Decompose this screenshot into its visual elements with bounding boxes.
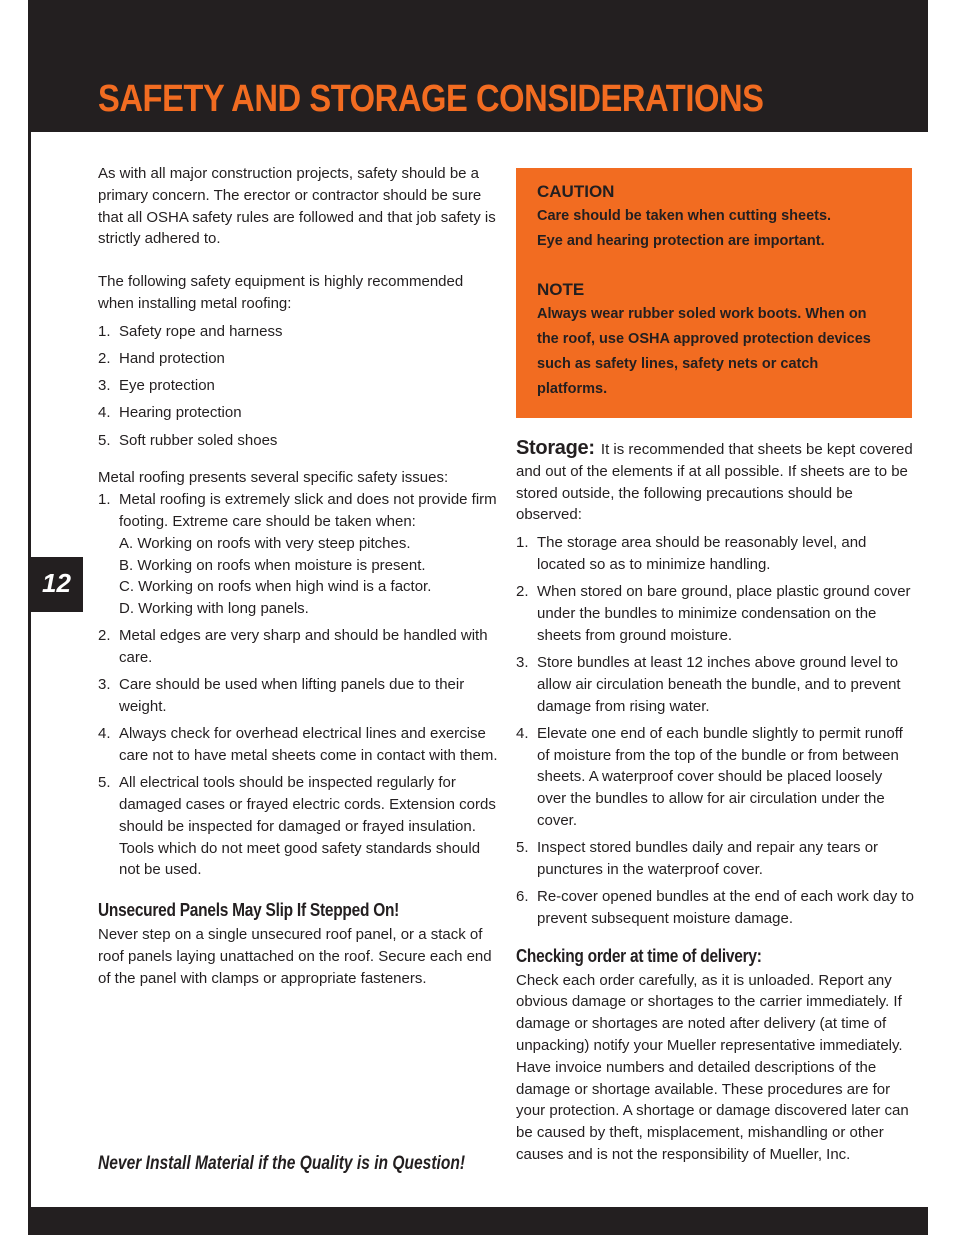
list-text: Care should be used when lifting panels due to their weight. [119,676,465,716]
equipment-intro: The following safety equipment is highly recommended when installing metal roofing: [98,273,464,312]
list-text: Store bundles at least 12 inches above ground level to allow air circulation beneath the bundle, and to prevent damage from rising water. [537,653,901,715]
page-number: 12 [42,568,71,598]
list-item [98,430,498,452]
checking-paragraph: Check each order carefully, as it is unloaded. Report any obvious damage or shortages to the carrier immediately. If damage or shortages are noted after delivery (at time of unpacking) notify your Mueller representative immediately. Have invoice numbers and detailed descriptions of the damage or shortage available. These procedures are for your protection. A shortage or damage discovered later can be caused by theft, misplacement, mishandling or other causes and is not the responsibility of Mueller, Inc. [516,971,909,1164]
list-number: 4. [98,725,111,743]
list-item [516,652,914,717]
caution-line: Care should be taken when cutting sheets. [537,208,832,224]
list-text: The storage area should be reasonably level, and located so as to minimize handling. [537,534,867,573]
list-item [98,402,498,424]
list-item [98,348,498,370]
sub-list-item: B. Working on roofs when moisture is present. [119,556,426,574]
list-number: 5. [98,774,111,792]
list-number: 3. [98,676,111,694]
list-text: Hand protection [119,349,225,367]
sub-list-item: D. Working with long panels. [119,600,309,618]
unsecured-paragraph: Never step on a single unsecured roof panel, or a stack of roof panels laying unattached on the roof. Secure each end of the panel with clamps or appropriate fasteners. [98,926,492,987]
storage-paragraph [516,438,914,526]
list-item [516,581,914,646]
list-item [516,837,914,881]
list-number: 1. [98,491,111,509]
list-number: 1. [516,534,529,552]
unsecured-heading: Unsecured Panels May Slip If Stepped On! [98,900,400,921]
left-column [98,163,498,990]
storage-list [516,532,914,930]
checking-heading: Checking order at time of delivery: [516,945,762,966]
list-text: Elevate one end of each bundle slightly to permit runoff of moisture from the top of the bundle or from between sheets. A waterproof cover should be placed loosely over the bundles to allow for air circulation under the cover. [537,724,903,829]
sub-list-item: C. Working on roofs when high wind is a factor. [119,578,432,596]
storage-intro: It is recommended that sheets be kept covered and out of the elements if at all possible. If sheets are to be stored outside, the following precautions should be observed: [516,441,913,524]
list-number: 2. [516,583,529,601]
caution-title: CAUTION [537,182,615,201]
issues-list [98,489,498,620]
note-title: NOTE [537,280,585,299]
list-item [98,772,498,881]
list-text: Metal roofing is extremely slick and does not provide firm footing. Extreme care should be taken when: [119,491,497,530]
list-text: Always check for overhead electrical lines and exercise care not to have metal sheets come in contact with them. [119,725,498,765]
list-item [516,886,914,930]
list-number: 5. [98,431,111,449]
sub-list [119,533,498,620]
intro-paragraph: As with all major construction projects, safety should be a primary concern. The erector or contractor should be sure that all OSHA safety rules are followed and that job safety is strictly adhered to. [98,165,496,248]
list-number: 2. [98,349,111,367]
list-text: Inspect stored bundles daily and repair any tears or punctures in the waterproof cover. [537,839,879,878]
list-text: When stored on bare ground, place plastic ground cover under the bundles to minimize condensation on the sheets from ground moisture. [537,583,911,644]
issues-list-continued [98,625,498,881]
right-column [516,168,914,1166]
list-item [98,489,498,620]
list-item [98,375,498,397]
list-item [98,321,498,343]
tagline: Never Install Material if the Quality is in Question! [98,1153,466,1174]
left-margin-rule [28,132,31,1207]
list-item [98,625,498,669]
list-number: 5. [516,839,529,857]
list-number: 4. [516,724,529,742]
equipment-list [98,321,498,452]
list-text: Eye protection [119,377,215,395]
footer-band [28,1207,928,1235]
list-item [516,532,914,576]
sub-list-item: A. Working on roofs with very steep pitches. [119,534,411,552]
list-number: 4. [98,404,111,422]
note-text: Always wear rubber soled work boots. When on the roof, use OSHA approved protection devices such as safety lines, safety nets or catch platforms. [537,306,871,397]
list-text: Hearing protection [119,404,242,422]
list-item [98,723,498,767]
storage-heading: Storage: [516,437,595,459]
list-number: 6. [516,888,529,906]
list-item [516,723,914,832]
list-number: 2. [98,627,111,645]
page-title: SAFETY AND STORAGE CONSIDERATIONS [98,78,764,120]
caution-box [516,168,912,418]
list-text: Metal edges are very sharp and should be handled with care. [119,627,488,667]
caution-line: Eye and hearing protection are important. [537,233,825,249]
list-text: Soft rubber soled shoes [119,431,278,449]
list-item [98,674,498,718]
list-number: 3. [98,377,111,395]
list-number: 3. [516,653,529,671]
list-text: All electrical tools should be inspected regularly for damaged cases or frayed electric cords. Extension cords should be inspected for damaged or frayed insulation. Tools which do not meet good safety standards should not be used. [119,774,496,879]
list-text: Re-cover opened bundles at the end of each work day to prevent subsequent moisture damage. [537,888,914,927]
issues-intro: Metal roofing presents several specific safety issues: [98,469,449,487]
list-number: 1. [98,322,111,340]
list-text: Safety rope and harness [119,322,283,340]
